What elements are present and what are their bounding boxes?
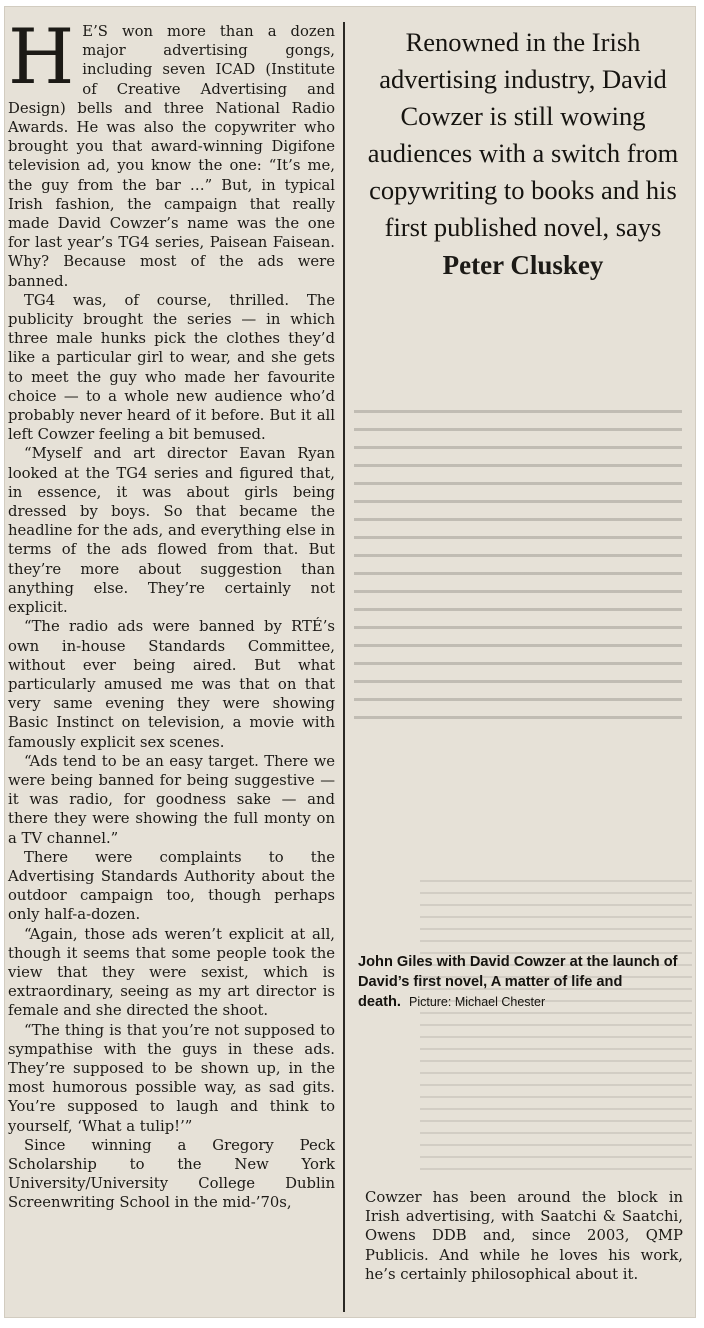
article-paragraph-text: E’S won more than a dozen major advertising gongs, including seven ICAD (Institute of Creative Advertising and Design) bells and three National Radio Awards. He was also the copywriter who brought you that award-winning Digifone television ad, you know the one: “It’s me, the guy from the bar …” But, in typical Irish fashion, the campaign that really made David Cowzer’s name was the one for last year’s TG4 series, Paisean Faisean. Why? Because most of the ads were banned. (8, 23, 335, 290)
bleed-through-texture (354, 410, 682, 720)
standfirst: Renowned in the Irish advertising industry, David Cowzer is still wowing audiences with a switch from copywriting to books and his first published novel, says (367, 27, 679, 242)
article-paragraph (8, 12, 335, 291)
drop-cap: H (8, 12, 75, 101)
article-paragraph: “The radio ads were banned by RTÉ’s own in-house Standards Committee, without ever being aired. But what particularly amused me was that on that very same evening they were showing Basic Instinct on television, a movie with famously explicit sex scenes. (8, 618, 335, 751)
article-right-paragraph: Cowzer has been around the block in Irish advertising, with Saatchi & Saatchi, Owens DDB and, since 2003, QMP Publicis. And while he loves his work, he’s certainly philosophical about it. (365, 1189, 683, 1283)
article-paragraph: “Myself and art director Eavan Ryan looked at the TG4 series and figured that, in essence, it was about girls being dressed by boys. So that became the headline for the ads, and everything else in terms of the ads flowed from that. But they’re more about suggestion than anything else. They’re certainly not explicit. (8, 445, 335, 617)
byline: Peter Cluskey (442, 250, 604, 280)
article-paragraph: “Again, those ads weren’t explicit at all, though it seems that some people took the view that they were sexist, which is extraordinary, seeing as my art director is female and she directed the shoot. (8, 925, 335, 1020)
standfirst-block (354, 22, 692, 282)
article-left-column (8, 12, 335, 1213)
bleed-through-texture (420, 880, 692, 1180)
article-paragraph: “The thing is that you’re not supposed to sympathise with the guys in these ads. They’re supposed to be shown up, in the most humorous possible way, as sad gits. You’re supposed to laugh and think to yourself, ‘What a tulip!’” (8, 1021, 335, 1135)
article-paragraph: There were complaints to the Advertising Standards Authority about the outdoor campaign too, though perhaps only half-a-dozen. (8, 848, 335, 924)
column-divider (343, 22, 345, 1312)
photo-caption (358, 952, 688, 1012)
article-paragraph: “Ads tend to be an easy target. There we were being banned for being suggestive — it was radio, for goodness sake — and there they were showing the full monty on a TV channel.” (8, 752, 335, 847)
photo-credit: Picture: Michael Chester (408, 995, 546, 1009)
article-paragraph: TG4 was, of course, thrilled. The publicity brought the series — in which three male hunks pick the clothes they’d like a particular girl to wear, and she gets to meet the guy who made her favourite choice — to a whole new audience who’d probably never heard of it before. But it all left Cowzer feeling a bit bemused. (8, 291, 335, 444)
caption-text: John Giles with David Cowzer at the launch of David’s first novel, A matter of life and death. (358, 954, 678, 1010)
article-paragraph: Since winning a Gregory Peck Scholarship to the New York University/University College Dublin Screenwriting School in the mid-’70s, (8, 1136, 335, 1212)
